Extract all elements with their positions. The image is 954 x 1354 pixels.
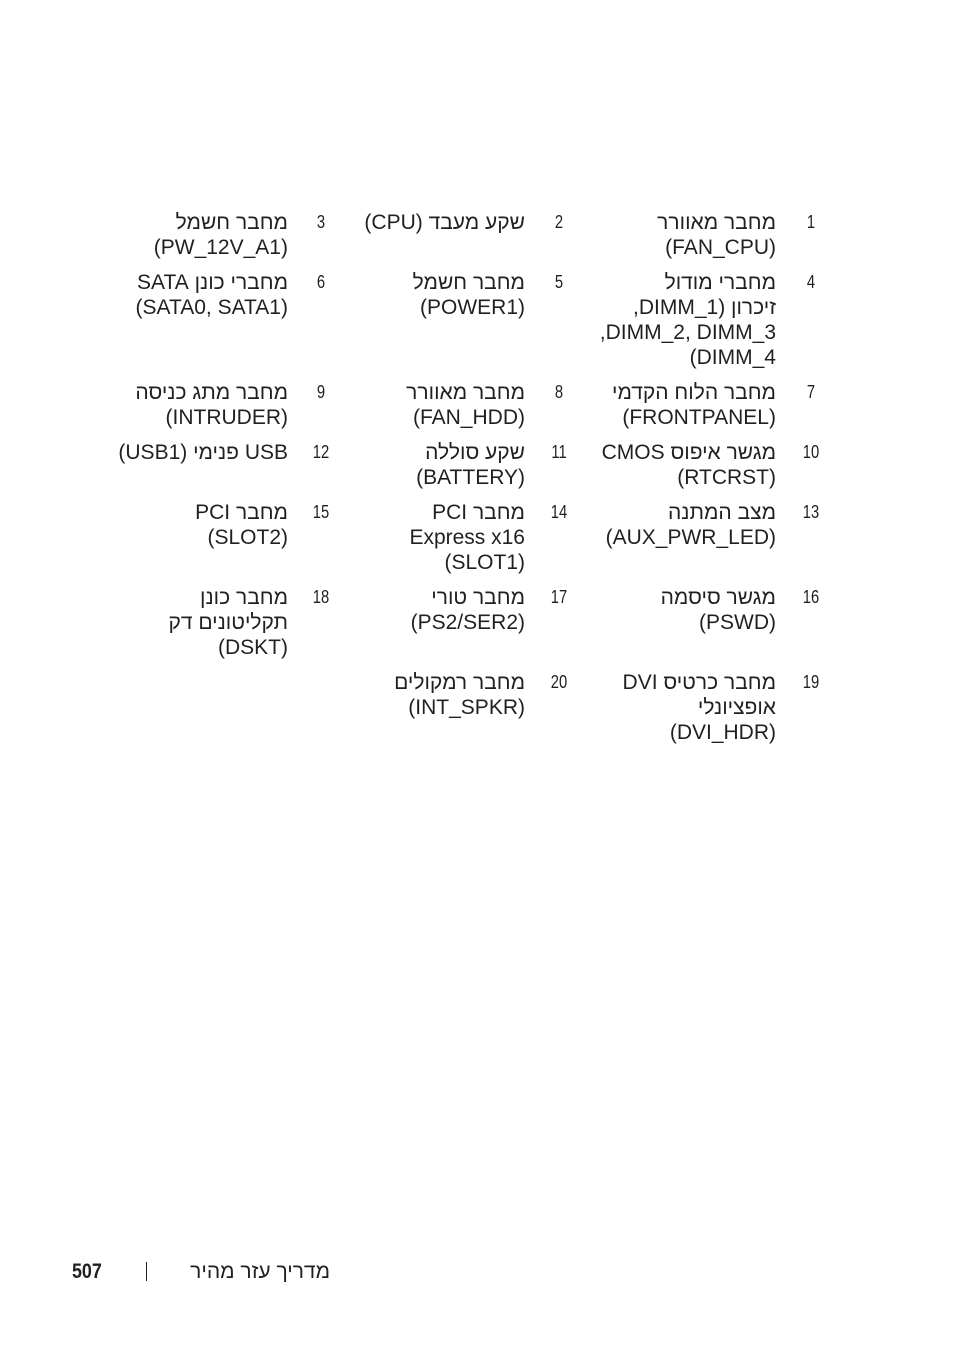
item-number: 5 bbox=[554, 272, 564, 292]
item-label: USB פנימי (USB1) bbox=[118, 441, 288, 464]
connector-row bbox=[0, 585, 954, 659]
item-label: מחבר רמקולים (INT_SPKR) bbox=[394, 671, 525, 719]
item-number: 1 bbox=[806, 212, 816, 232]
item-number: 2 bbox=[554, 212, 564, 232]
item-number: 20 bbox=[550, 672, 568, 692]
item-label: שקע מעבד (CPU) bbox=[364, 211, 525, 234]
item-label: שקע סוללה (BATTERY) bbox=[416, 441, 525, 489]
item-label: מחבר כרטיס DVI אופציונלי (DVI_HDR) bbox=[622, 671, 776, 744]
item-number: 17 bbox=[550, 587, 568, 607]
item-number: 11 bbox=[551, 442, 567, 462]
item-number: 16 bbox=[802, 587, 820, 607]
connector-row bbox=[0, 380, 954, 429]
item-number: 7 bbox=[806, 382, 816, 402]
item-number: 9 bbox=[316, 382, 326, 402]
item-label: מחבר הלוח הקדמי (FRONTPANEL) bbox=[611, 381, 776, 429]
page-number: 507 bbox=[72, 1260, 102, 1283]
connector-row bbox=[0, 210, 954, 259]
item-number: 14 bbox=[550, 502, 568, 522]
item-label: מחבר טורי (PS2/SER2) bbox=[410, 586, 525, 634]
item-number: 10 bbox=[802, 442, 820, 462]
item-label: מחבר מאוורר (FAN_CPU) bbox=[657, 211, 776, 259]
connector-row bbox=[0, 500, 954, 574]
item-number: 19 bbox=[802, 672, 820, 692]
item-number: 4 bbox=[806, 272, 816, 292]
item-label: מגשר איפוס CMOS (RTCRST) bbox=[601, 441, 776, 489]
item-label: מצב המתנה (AUX_PWR_LED) bbox=[605, 501, 776, 549]
item-label: מחבר מאוורר (FAN_HDD) bbox=[406, 381, 525, 429]
item-label: מגשר סיסמה (PSWD) bbox=[660, 586, 776, 634]
item-label: מחבר PCI (SLOT2) bbox=[195, 501, 288, 549]
item-label: מחבר חשמל (POWER1) bbox=[412, 271, 525, 319]
item-label: מחבר PCI Express x16 (SLOT1) bbox=[409, 501, 525, 574]
item-number: 12 bbox=[312, 442, 330, 462]
item-label: מחברי מודול זיכרון (DIMM_1, DIMM_2, DIMM_3, DIMM_4) bbox=[599, 271, 776, 369]
item-label: מחבר מתג כניסה (INTRUDER) bbox=[135, 381, 288, 429]
connector-row bbox=[0, 670, 954, 744]
footer-divider bbox=[146, 1262, 147, 1281]
item-number: 6 bbox=[316, 272, 326, 292]
item-label: מחבר חשמל (PW_12V_A1) bbox=[153, 211, 288, 259]
item-number: 18 bbox=[312, 587, 330, 607]
item-number: 8 bbox=[554, 382, 564, 402]
connector-row bbox=[0, 440, 954, 489]
item-number: 15 bbox=[312, 502, 330, 522]
item-label: מחברי כונן SATA (SATA0, SATA1) bbox=[135, 271, 288, 319]
page-footer bbox=[0, 1258, 954, 1288]
running-title: מדריך עזר מהיר bbox=[190, 1260, 330, 1283]
item-number: 3 bbox=[316, 212, 326, 232]
item-label: מחבר כונן תקליטונים דק (DSKT) bbox=[168, 586, 288, 659]
connector-row bbox=[0, 270, 954, 369]
item-number: 13 bbox=[802, 502, 820, 522]
